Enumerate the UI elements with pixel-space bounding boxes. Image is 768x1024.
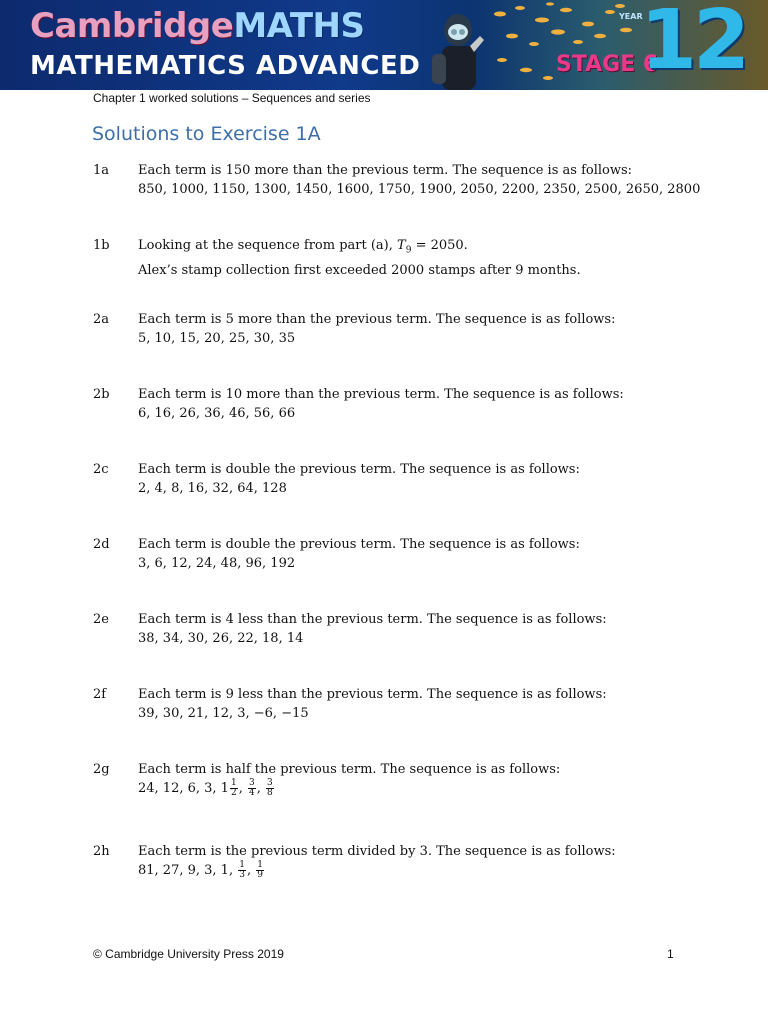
question-number: 2g [93,762,110,777]
question-number: 2c [93,462,109,477]
solution-text [138,760,738,798]
math-variable: T [397,238,406,253]
denominator: 3 [239,870,245,880]
separator: , [246,863,256,878]
brand-part-maths: MATHS [233,6,365,46]
solution-line: Each term is 10 more than the previous term. The sequence is as follows: [138,387,624,402]
numerator: 1 [239,860,245,870]
solution-text [138,385,738,423]
numerator: 3 [248,778,255,788]
math-subscript: 9 [405,245,412,256]
question-number: 2e [93,612,109,627]
solution-text [138,842,738,880]
sequence-line: 6, 16, 26, 36, 46, 56, 66 [138,406,296,421]
sequence-line: 850, 1000, 1150, 1300, 1450, 1600, 1750, 1900, 2050, 2200, 2350, 2500, 2650, 2800 [138,182,701,197]
brand-logo [30,6,364,46]
sequence-line: 3, 6, 12, 24, 48, 96, 192 [138,556,296,571]
question-number: 2h [93,844,110,859]
solution-line: Each term is the previous term divided by 3. The sequence is as follows: [138,844,616,859]
sequence-line [138,861,738,880]
year-label: YEAR [619,12,643,21]
solution-text [138,310,738,348]
sequence-line: 39, 30, 21, 12, 3, −6, −15 [138,706,309,721]
solution-text [138,610,738,648]
solution-text [138,460,738,498]
denominator: 2 [230,788,237,798]
solution-line: Each term is double the previous term. The sequence is as follows: [138,462,580,477]
sequence-line: 38, 34, 30, 26, 22, 18, 14 [138,631,304,646]
math-expression: = 2050. [411,238,468,253]
solution-line: Each term is 150 more than the previous term. The sequence is as follows: [138,163,633,178]
solution-line: Alex’s stamp collection first exceeded 2000 stamps after 9 months. [138,262,581,278]
brand-subtitle: MATHEMATICS ADVANCED [30,51,421,81]
chapter-heading: Chapter 1 worked solutions – Sequences and series [93,91,371,105]
solution-text [138,236,738,280]
denominator: 8 [266,788,273,798]
question-number: 1b [93,238,110,253]
brand-part-cambridge: Cambridge [30,6,234,46]
numerator: 3 [266,778,273,788]
sequence-line: 2, 4, 8, 16, 32, 64, 128 [138,481,287,496]
fraction [238,861,246,880]
solution-text [138,161,738,199]
separator: , [256,781,265,796]
stage-label: STAGE 6 [556,52,659,77]
year-number: 12 [640,0,747,88]
sequence-line [138,779,738,798]
diver-image [420,6,490,90]
question-number: 2f [93,687,107,702]
numerator: 1 [230,778,237,788]
denominator: 4 [248,788,255,798]
header-banner [0,0,768,90]
question-number: 1a [93,163,110,178]
question-number: 2d [93,537,110,552]
copyright-notice: © Cambridge University Press 2019 [93,947,284,961]
solution-line: Each term is double the previous term. The sequence is as follows: [138,537,580,552]
fraction [230,779,238,798]
solution-line: Each term is 4 less than the previous term. The sequence is as follows: [138,612,607,627]
fraction [256,861,264,880]
question-number: 2b [93,387,110,402]
text-run: Looking at the sequence from part (a), [138,238,398,253]
text-run: 81, 27, 9, 3, 1, [138,863,238,878]
denominator: 9 [257,870,263,880]
fraction [266,779,274,798]
solution-text [138,685,738,723]
solution-line: Each term is 5 more than the previous term. The sequence is as follows: [138,312,616,327]
sequence-line: 5, 10, 15, 20, 25, 30, 35 [138,331,296,346]
page-number: 1 [667,947,674,961]
solution-line: Each term is half the previous term. The sequence is as follows: [138,762,561,777]
solution-line: Each term is 9 less than the previous term. The sequence is as follows: [138,687,607,702]
solution-line [138,236,738,261]
page-title: Solutions to Exercise 1A [92,123,321,145]
text-run: 24, 12, 6, 3, 1 [138,781,229,796]
fraction [248,779,256,798]
separator: , [238,781,247,796]
question-number: 2a [93,312,110,327]
solution-text [138,535,738,573]
numerator: 1 [257,860,263,870]
